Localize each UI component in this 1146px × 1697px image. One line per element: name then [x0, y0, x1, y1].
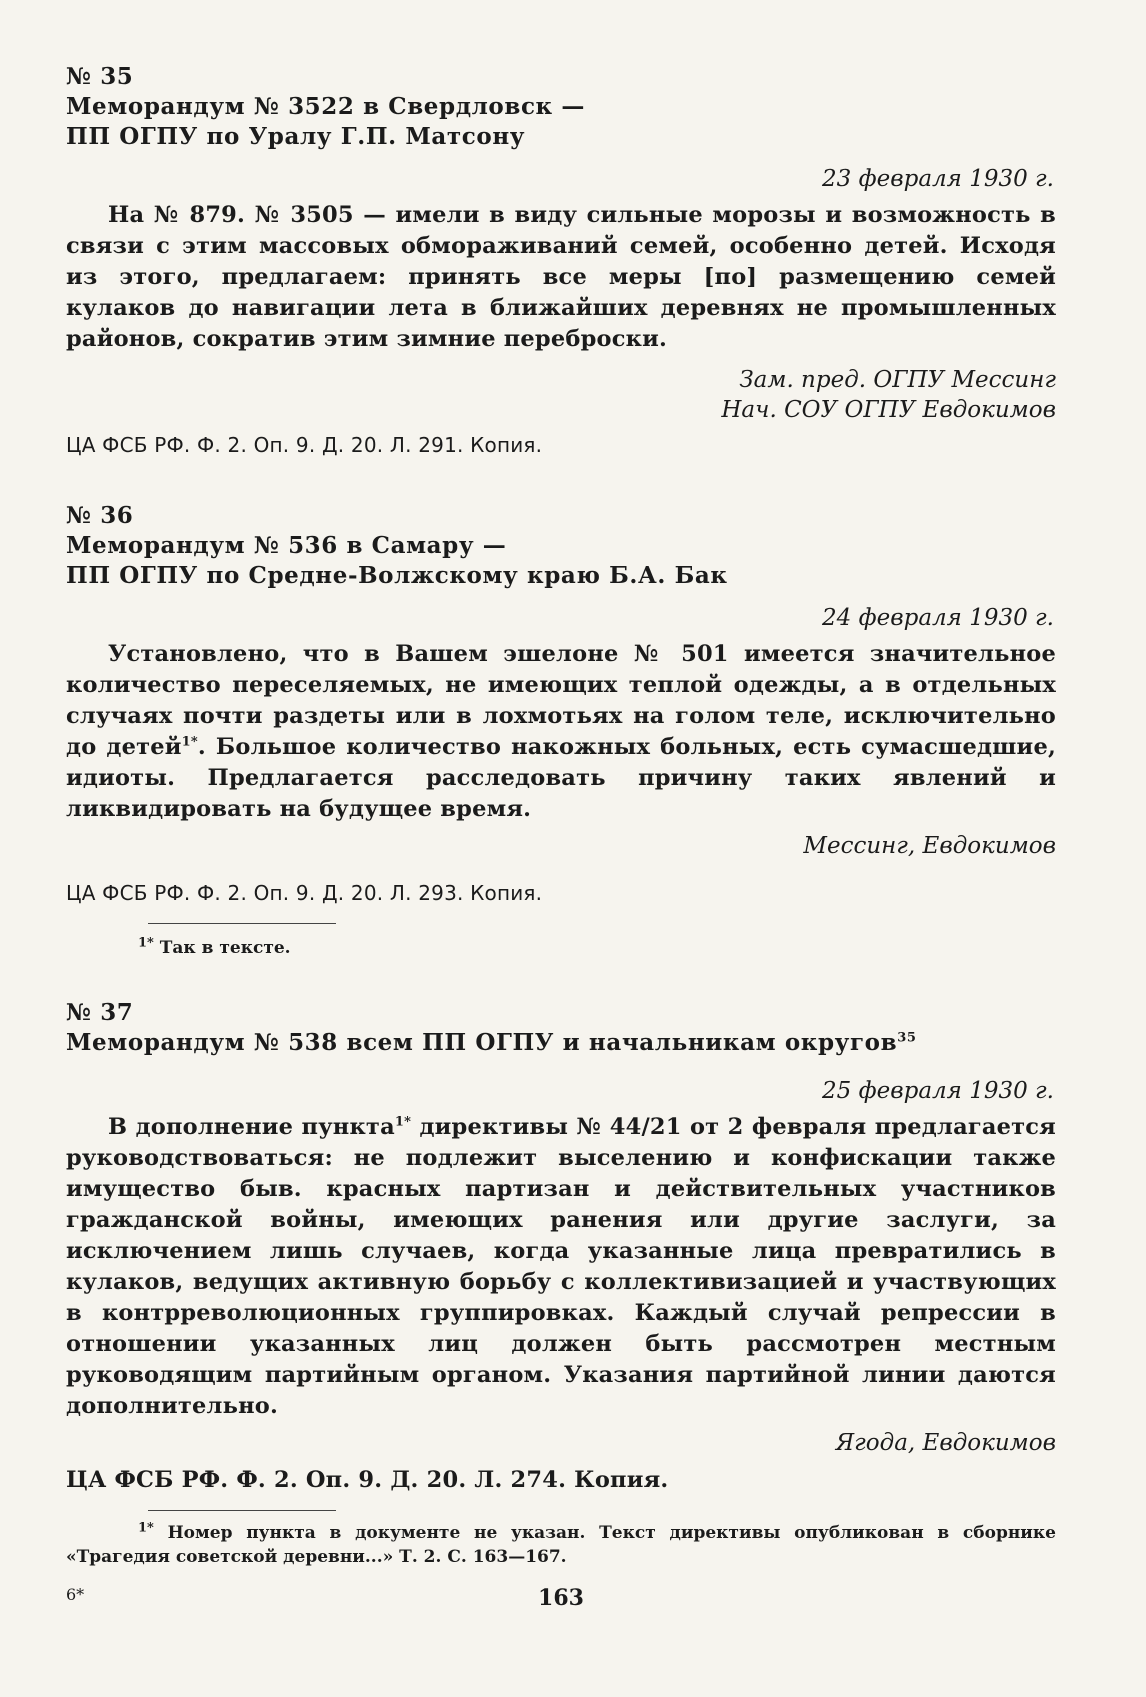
body-text: директивы № 44/21 от 2 февраля предлагается руководствоваться: не подлежит выселению и конфискации также имущество быв. красных партизан и действительных участников гражданской войны, имеющих ранения или другие заслуги, за исключением лишь случаев, когда указанные лица превратились в кулаков, ведущих активную борьбу с коллективизацией и участвующих в контрреволюционных группировках. Каждый случай репрессии в отношении указанных лиц должен быть рассмотрен местным руководящим партийным органом. Указания партийной линии даются дополнительно.: [66, 1114, 1056, 1419]
document-body: На № 879. № 3505 — имели в виду сильные морозы и возможность в связи с этим массовых обмораживаний семей, особенно детей. Исходя из этого, предлагаем: принять все меры [по] размещению семей кулаков до навигации лета в ближайших деревнях не промышленных районов, сократив этим зимние переброски.: [66, 202, 1056, 352]
archive-reference: ЦА ФСБ РФ. Ф. 2. Оп. 9. Д. 20. Л. 291. Копия.: [66, 433, 543, 457]
footnote-text: Номер пункта в документе не указан. Текст директивы опубликован в сборнике «Трагедия советской деревни...» Т. 2. С. 163—167.: [66, 1523, 1056, 1567]
archive-reference: ЦА ФСБ РФ. Ф. 2. Оп. 9. Д. 20. Л. 293. Копия.: [66, 881, 543, 905]
document-number: № 37: [66, 999, 134, 1026]
document-body: [66, 639, 1056, 825]
document-title: [66, 1028, 1056, 1058]
signature: Зам. пред. ОГПУ Мессинг: [739, 367, 1056, 393]
title-line: Меморандум № 538 всем ПП ОГПУ и начальникам округов: [66, 1029, 898, 1056]
document-title: [66, 92, 1056, 152]
document-35: [66, 62, 1056, 459]
body-text: . Большое количество накожных больных, есть сумасшедшие, идиоты. Предлагается расследовать причину таких явлений и ликвидировать на будущее время.: [66, 734, 1056, 822]
page-content: [66, 62, 1056, 1569]
page-footer: [66, 1585, 1056, 1615]
page-number: 163: [538, 1585, 584, 1611]
endnote-ref: 35: [897, 1030, 917, 1046]
sheet-signature: 6*: [66, 1585, 85, 1604]
document-date: 24 февраля 1930 г.: [822, 605, 1054, 631]
footnote-ref: 1*: [181, 734, 198, 750]
title-line: ПП ОГПУ по Уралу Г.П. Матсону: [66, 123, 526, 150]
footnote: [66, 936, 1056, 960]
archive-reference: ЦА ФСБ РФ. Ф. 2. Оп. 9. Д. 20. Л. 274. Копия.: [66, 1467, 669, 1493]
signature: Мессинг, Евдокимов: [803, 833, 1056, 859]
title-line: ПП ОГПУ по Средне-Волжскому краю Б.А. Бак: [66, 562, 728, 589]
footnote-ref: 1*: [394, 1114, 412, 1130]
signature: Нач. СОУ ОГПУ Евдокимов: [721, 397, 1056, 423]
footnote-divider: [148, 923, 336, 924]
title-line: Меморандум № 536 в Самару —: [66, 532, 507, 559]
footnote: [66, 1521, 1056, 1569]
body-text: В дополнение пункта: [108, 1114, 395, 1140]
footnote-mark: 1*: [138, 935, 154, 951]
document-title: [66, 531, 1056, 591]
document-number: № 36: [66, 502, 134, 529]
document-36: [66, 501, 1056, 960]
signature: Ягода, Евдокимов: [835, 1430, 1056, 1456]
document-number: № 35: [66, 63, 134, 90]
footnote-mark: 1*: [138, 1520, 154, 1536]
document-body: [66, 1112, 1056, 1422]
footnote-text: Так в тексте.: [153, 938, 291, 958]
document-date: 25 февраля 1930 г.: [822, 1078, 1054, 1104]
document-date: 23 февраля 1930 г.: [822, 166, 1054, 192]
footnote-divider: [148, 1510, 336, 1511]
document-37: [66, 998, 1056, 1569]
title-line: Меморандум № 3522 в Свердловск —: [66, 93, 585, 120]
body-text: Установлено, что в Вашем эшелоне № 501 имеется значительное количество переселяемых, не имеющих теплой одежды, а в отдельных случаях почти раздеты или в лохмотьях на голом теле, исключительно до детей: [66, 641, 1056, 760]
